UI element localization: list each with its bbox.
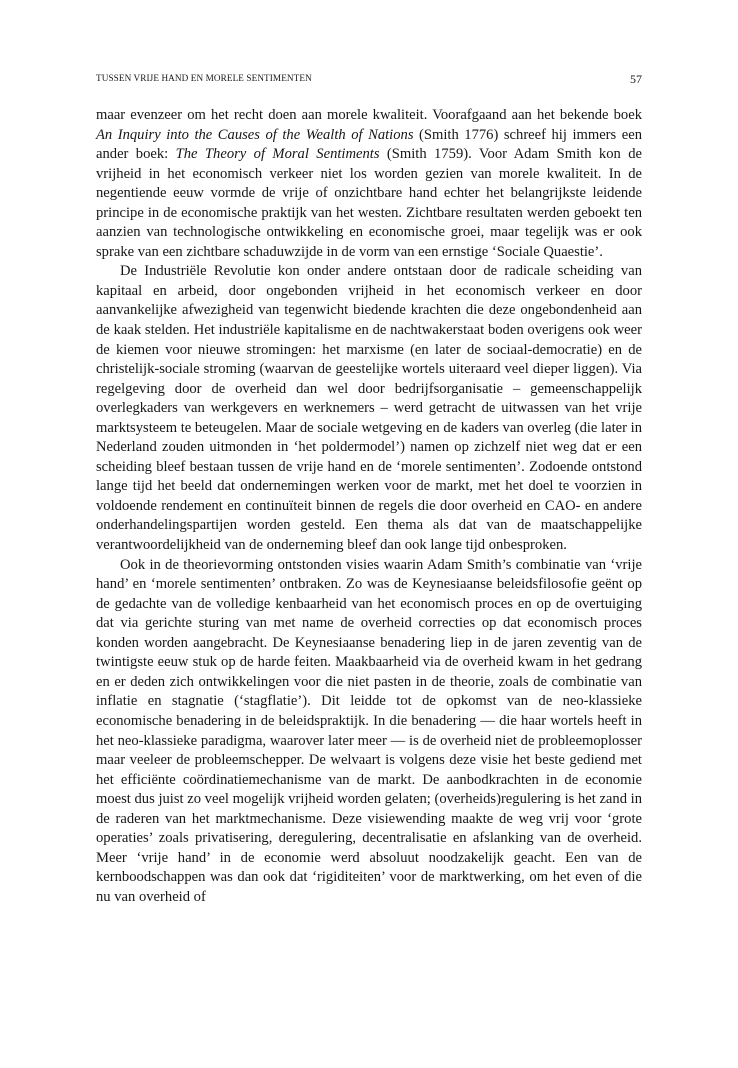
book-title-moral-sentiments: The Theory of Moral Sentiments — [175, 146, 380, 163]
running-title: TUSSEN VRIJE HAND EN MORELE SENTIMENTEN — [96, 73, 312, 83]
paragraph-3: Ook in de theorievorming ontstonden visies waarin Adam Smith’s combinatie van ‘vrije hand’ en ‘morele sentimenten’ ontbraken. Zo was de Keynesiaanse beleidsfilosofie geënt op de gedachte van de volledige kenbaarheid van het economisch proces en op de overtuiging dat via gerichte sturing van met name de overheid correcties op dat economisch proces konden worden aangebracht. De Keynesiaanse benadering liep in de jaren zeventig van de twintigste eeuw stuk op de harde feiten. Maakbaarheid via de overheid kwam in het gedrang en er deden zich ontwikkelingen voor die niet pasten in de theorie, zoals de combinatie van inflatie en stagnatie (‘stagflatie’). Dit leidde tot de opkomst van de neo-klassieke economische benadering in de beleidspraktijk. In die benadering — die haar wortels heeft in het neo-klassieke paradigma, waarover later meer — is de overheid niet de probleemoplosser maar veeleer de probleemschepper. De welvaart is volgens deze visie het beste gediend met het efficiënte coördinatiemechanisme van de markt. De aanbodkrachten in de economie moest dus juist zo veel mogelijk vrijheid worden gelaten; (overheids)regulering is het zand in de raderen van het marktmechanisme. Deze visiewending maakte de weg vrij voor ‘grote operaties’ zoals privatisering, deregulering, decentralisatie en afslanking van de overheid. Meer ‘vrije hand’ in de economie werd absoluut noodzakelijk geacht. Een van de kernboodschappen was dan ook dat ‘rigiditeiten’ voor de marktwerking, om het even of die nu van overheid of — [96, 556, 642, 905]
running-header — [96, 73, 642, 87]
body-text — [96, 106, 642, 907]
paragraph-1-text-c: (Smith 1759). Voor Adam Smith kon de vrijheid in het economisch verkeer niet los worden gezien van morele kwaliteit. In de negentiende eeuw vormde de vrije of onzichtbare hand echter het belangrijkste leidende principe in de economische praktijk van het westen. Zichtbare resultaten werden geboekt ten aanzien van technologische ontwikkeling en economische groei, maar tegelijk was er ook sprake van een zichtbare schaduwzijde in de vorm van een ernstige ‘Sociale Quaestie’. — [96, 146, 642, 260]
paragraph-2: De Industriële Revolutie kon onder andere ontstaan door de radicale scheiding van kapitaal en arbeid, door ongebonden vrijheid in het economisch verkeer en door aanvankelijke afwezigheid van tegenwicht biedende krachten die deze ongebondenheid aan de kaak stelden. Het industriële kapitalisme en de nachtwakerstaat boden overigens ook weer de kiemen voor nieuwe stromingen: het marxisme (en later de sociaal-democratie) en de christelijk-sociale stroming (waarvan de geestelijke wortels uiteraard veel dieper liggen). Via regelgeving door de overheid dan wel door bedrijfsorganisatie – gemeenschappelijk overlegkaders van werkgevers en werknemers – werd getracht de uitwassen van het vrije marktsysteem te beteugelen. Maar de sociale wetgeving en de kaders van overleg (die later in Nederland zouden uitmonden in ‘het poldermodel’) namen op zichzelf niet weg dat er een scheiding bleef bestaan tussen de vrije hand en de ‘morele sentimenten’. Zodoende ontstond lange tijd het beeld dat ondernemingen werken voor de markt, met het doel te voorzien in voldoende rendement en continuïteit binnen de regels die door overheid en CAO- en andere onderhandelingspartijen worden gesteld. Een thema als dat van de maatschappelijke verantwoordelijkheid van de onderneming bleef dan ook lange tijd onbesproken. — [96, 263, 642, 554]
paragraph-1-text-b: (Smith 1776) schreef hij immers een ander boek: — [96, 126, 642, 163]
book-title-wealth-of-nations: An Inquiry into the Causes of the Wealth of Nations — [96, 126, 414, 143]
paragraph-1-text-a: maar evenzeer om het recht doen aan morele kwaliteit. Voorafgaand aan het bekende boek — [96, 107, 642, 123]
paragraph-1 — [96, 106, 642, 262]
page-number: 57 — [630, 72, 642, 86]
